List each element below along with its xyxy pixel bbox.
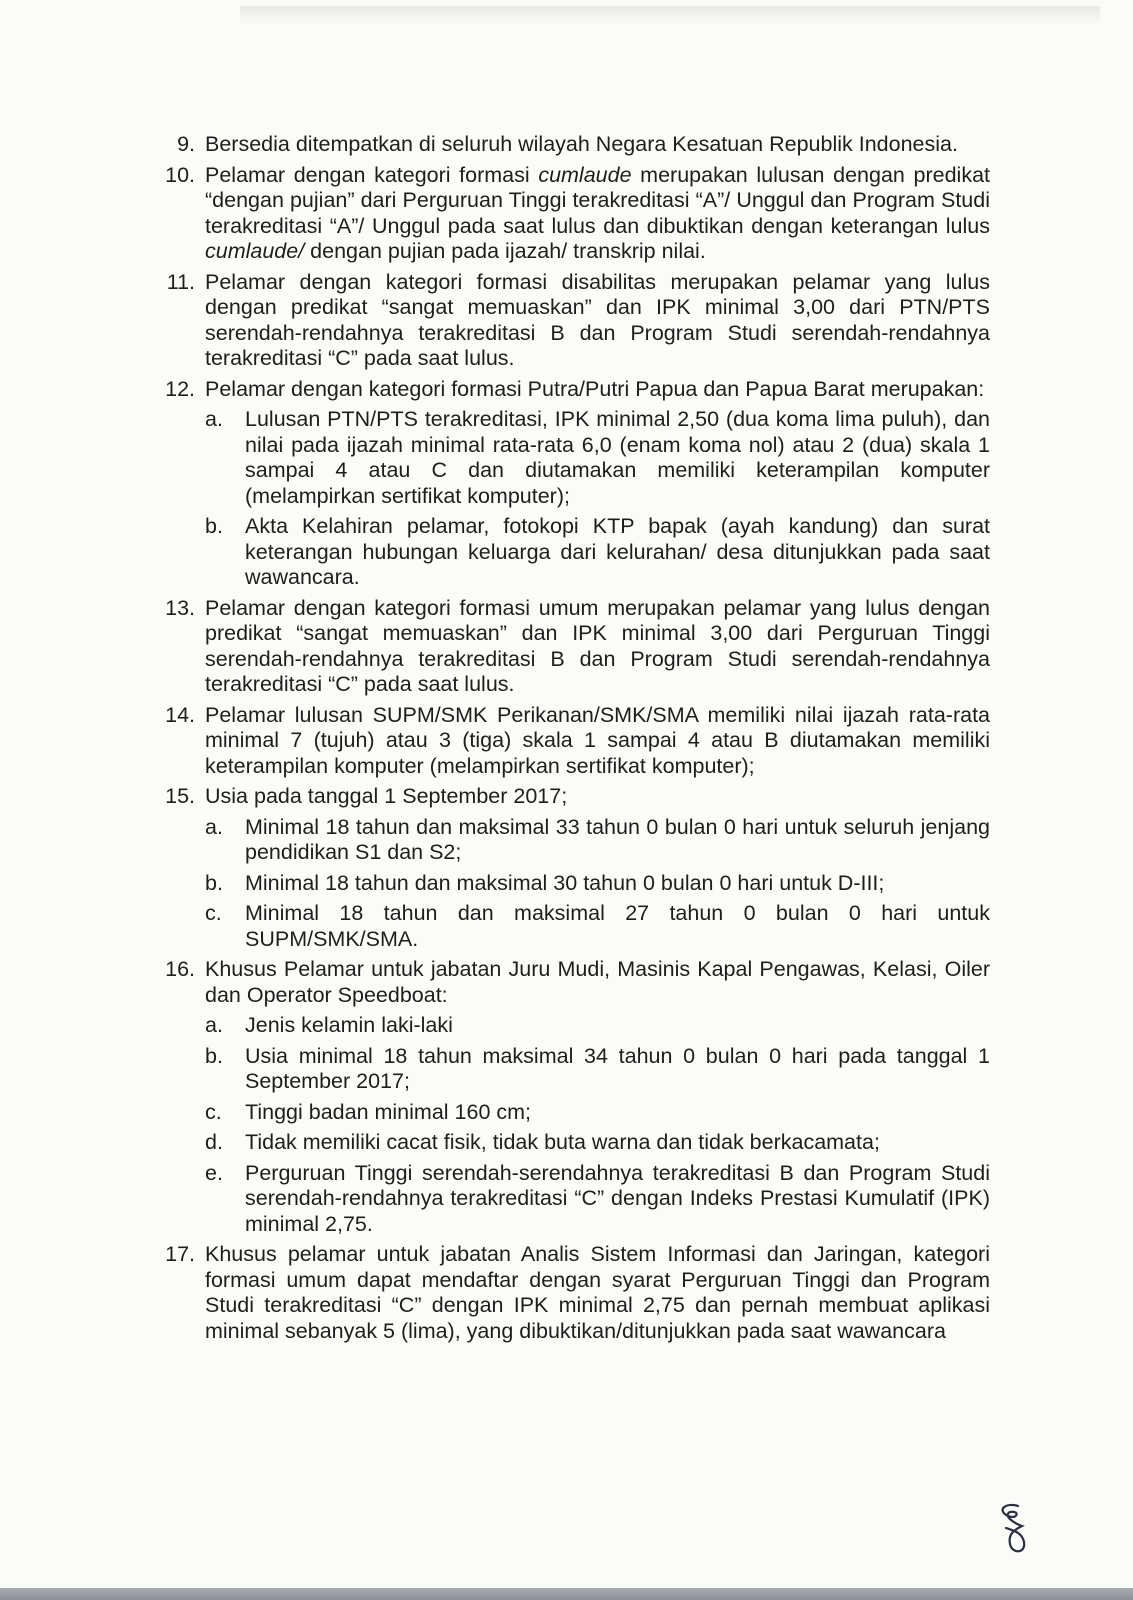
list-item xyxy=(160,377,990,591)
sub-letter: b. xyxy=(205,514,223,538)
item-number: 11. xyxy=(166,269,195,294)
sub-item xyxy=(205,1013,990,1039)
list-item xyxy=(160,270,990,372)
list-item xyxy=(160,703,990,780)
text-segment: merupakan lulusan dengan predikat “dengan pujian” dari Perguruan Tinggi terakreditasi “A”/ Unggul dan Program Studi terakreditasi “A”/ Unggul pada saat lulus dan dibuktikan dengan keterangan lulus xyxy=(205,162,991,238)
sub-text: Lulusan PTN/PTS terakreditasi, IPK minimal 2,50 (dua koma lima puluh), dan nilai pada ijazah minimal rata-rata 6,0 (enam koma nol) atau 2 (dua) skala 1 sampai 4 atau C dan diutamakan memiliki keterampilan komputer (melampirkan sertifikat komputer); xyxy=(245,407,990,508)
item-text: Pelamar dengan kategori formasi disabilitas merupakan pelamar yang lulus dengan predikat “sangat memuaskan” dan IPK minimal 3,00 dari PTN/PTS serendah-rendahnya terakreditasi B dan Program Studi serendah-rendahnya terakreditasi “C” pada saat lulus. xyxy=(205,269,990,370)
sub-text: Jenis kelamin laki-laki xyxy=(245,1013,453,1037)
item-number: 10. xyxy=(165,162,195,187)
text-segment: dengan pujian pada ijazah/ transkrip nilai. xyxy=(304,239,706,263)
item-text: Khusus pelamar untuk jabatan Analis Sistem Informasi dan Jaringan, kategori formasi umum dapat mendaftar dengan syarat Perguruan Tinggi dan Program Studi terakreditasi “C” dengan IPK minimal 2,75 dan pernah membuat aplikasi minimal sebanyak 5 (lima), yang dibuktikan/ditunjukkan pada saat wawancara xyxy=(205,1242,990,1343)
item-number: 16. xyxy=(165,957,195,981)
sub-text: Minimal 18 tahun dan maksimal 30 tahun 0 bulan 0 hari untuk D-III; xyxy=(245,870,885,895)
sub-letter: a. xyxy=(205,407,223,431)
sub-item xyxy=(205,871,990,897)
item-text: Usia pada tanggal 1 September 2017; xyxy=(205,784,568,808)
sub-item xyxy=(205,901,990,952)
sub-item xyxy=(205,1044,990,1095)
list-item xyxy=(160,163,990,265)
item-text: Pelamar dengan kategori formasi umum merupakan pelamar yang lulus dengan predikat “sangat memuaskan” dan IPK minimal 3,00 dari Perguruan Tinggi serendah-rendahnya terakreditasi B dan Program Studi serendah-rendahnya terakreditasi “C” pada saat lulus. xyxy=(205,595,990,696)
sub-letter: a. xyxy=(205,814,223,839)
scan-edge xyxy=(0,1588,1133,1600)
sub-text: Perguruan Tinggi serendah-serendahnya terakreditasi B dan Program Studi serendah-rendahnya terakreditasi “C” dengan Indeks Prestasi Kumulatif (IPK) minimal 2,75. xyxy=(245,1160,990,1236)
sub-item xyxy=(205,407,990,509)
handwritten-initial xyxy=(988,1500,1038,1560)
list-item xyxy=(160,784,990,952)
item-text: Pelamar dengan kategori formasi Putra/Putri Papua dan Papua Barat merupakan: xyxy=(205,376,985,401)
text-segment: Pelamar dengan kategori formasi xyxy=(205,162,539,187)
item-text: Khusus Pelamar untuk jabatan Juru Mudi, Masinis Kapal Pengawas, Kelasi, Oiler dan Operator Speedboat: xyxy=(205,957,990,1007)
item-number: 13. xyxy=(165,595,195,620)
scan-shadow xyxy=(240,6,1100,26)
sub-text: Minimal 18 tahun dan maksimal 27 tahun 0 bulan 0 hari untuk SUPM/SMK/SMA. xyxy=(245,901,990,951)
sub-item xyxy=(205,1130,990,1156)
sub-item xyxy=(205,514,990,591)
list-item xyxy=(160,596,990,698)
sub-letter: b. xyxy=(205,1043,223,1068)
item-text: Pelamar lulusan SUPM/SMK Perikanan/SMK/SMA memiliki nilai ijazah rata-rata minimal 7 (tujuh) atau 3 (tiga) skala 1 sampai 4 atau B diutamakan memiliki keterampilan komputer (melampirkan sertifikat komputer); xyxy=(205,702,990,778)
italic-term: cumlaude/ xyxy=(205,239,305,263)
list-item xyxy=(160,957,990,1237)
sub-text: Tidak memiliki cacat fisik, tidak buta warna dan tidak berkacamata; xyxy=(245,1130,880,1154)
sub-text: Minimal 18 tahun dan maksimal 33 tahun 0 bulan 0 hari untuk seluruh jenjang pendidikan S1 dan S2; xyxy=(245,814,990,864)
item-text xyxy=(205,163,990,265)
italic-term: cumlaude xyxy=(538,162,632,187)
sub-letter: c. xyxy=(205,1099,222,1124)
sub-text: Tinggi badan minimal 160 cm; xyxy=(245,1099,532,1124)
sub-text: Usia minimal 18 tahun maksimal 34 tahun 0 bulan 0 hari pada tanggal 1 September 2017; xyxy=(245,1043,990,1093)
item-number: 17. xyxy=(165,1242,195,1266)
sub-letter: a. xyxy=(205,1013,223,1037)
list-item xyxy=(160,1242,990,1344)
sub-item xyxy=(205,1100,990,1126)
sub-text: Akta Kelahiran pelamar, fotokopi KTP bapak (ayah kandung) dan surat keterangan hubungan keluarga dari kelurahan/ desa ditunjukkan pada saat wawancara. xyxy=(245,514,990,589)
item-number: 9. xyxy=(177,132,195,156)
item-text: Bersedia ditempatkan di seluruh wilayah Negara Kesatuan Republik Indonesia. xyxy=(205,132,958,156)
sub-letter: c. xyxy=(205,901,222,925)
sub-letter: b. xyxy=(205,870,223,895)
sub-letter: e. xyxy=(205,1160,223,1185)
sub-item xyxy=(205,1161,990,1238)
list-item xyxy=(160,132,990,158)
item-number: 14. xyxy=(165,702,195,727)
sub-item xyxy=(205,815,990,866)
item-number: 15. xyxy=(165,784,195,808)
requirements-list xyxy=(160,132,990,1349)
sub-letter: d. xyxy=(205,1130,223,1154)
item-number: 12. xyxy=(165,376,195,401)
